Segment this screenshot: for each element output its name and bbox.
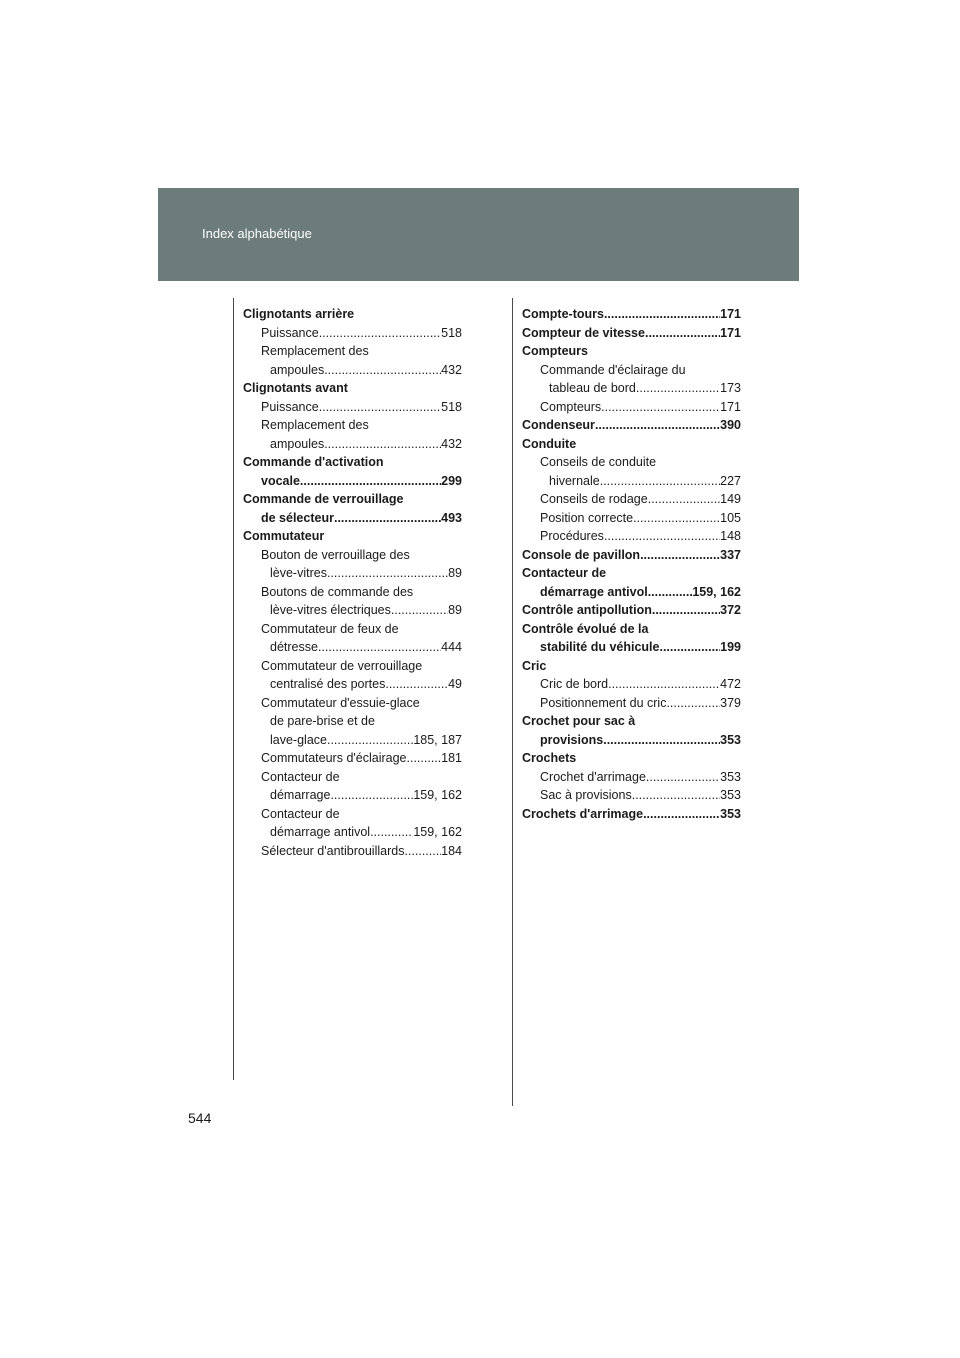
index-entry [243, 361, 462, 380]
index-entry [522, 546, 741, 565]
dot-leader [608, 675, 720, 694]
dot-leader [318, 638, 441, 657]
dot-leader [659, 638, 720, 657]
index-column-right [522, 305, 741, 823]
index-entry-label: démarrage [270, 788, 331, 802]
index-entry-label: tableau de bord [549, 381, 636, 395]
dot-leader [391, 601, 448, 620]
index-entry-label: Console de pavillon [522, 547, 641, 562]
dot-leader [601, 398, 720, 417]
index-entry-page: 518 [441, 399, 462, 414]
index-entry-label: Conseils de conduite [540, 455, 657, 469]
index-entry-page: 181 [441, 751, 462, 765]
dot-leader [330, 786, 413, 805]
left-column-rule [233, 298, 234, 1080]
index-entry [243, 546, 462, 565]
index-entry [522, 398, 741, 417]
index-entry [243, 805, 462, 824]
index-entry [522, 712, 741, 731]
index-entry-label: Commande d'activation [243, 455, 384, 469]
index-entry-label: Crochet pour sac à [522, 714, 636, 728]
index-entry-page: 185, 187 [413, 732, 462, 747]
index-entry-label: Conduite [522, 436, 577, 451]
index-entry [243, 472, 462, 491]
index-entry [243, 823, 462, 842]
index-entry-label: Conseils de rodage [540, 492, 648, 506]
index-entry-page: 159, 162 [692, 584, 741, 599]
index-entry-page: 372 [720, 603, 741, 617]
index-entry-label: Cric [522, 658, 547, 673]
index-entry-label: stabilité du véhicule [540, 640, 660, 654]
index-entry [522, 472, 741, 491]
index-entry [243, 324, 462, 343]
dot-leader [300, 472, 441, 491]
dot-leader [604, 527, 720, 546]
index-entry-label: Crochets d'arrimage [522, 806, 644, 821]
dot-leader [645, 324, 720, 343]
index-entry [243, 342, 462, 361]
index-entry-label: Sac à provisions [540, 788, 632, 802]
dot-leader [604, 305, 720, 324]
index-entry-page: 171 [720, 307, 741, 321]
index-entry-label: Cric de bord [540, 677, 609, 691]
dot-leader [324, 435, 441, 454]
index-entry-page: 299 [441, 473, 462, 488]
index-entry-page: 493 [441, 510, 462, 525]
dot-leader [600, 472, 720, 491]
index-entry [243, 657, 462, 676]
dot-leader [636, 379, 720, 398]
index-entry-page: 148 [720, 529, 741, 543]
dot-leader [327, 731, 413, 750]
index-entry-label: Commutateur de verrouillage [261, 658, 423, 673]
index-entry [243, 305, 462, 324]
index-entry-label: Contacteur de [522, 566, 607, 580]
index-entry [522, 305, 741, 324]
index-entry-page: 353 [720, 788, 741, 802]
index-entry-page: 105 [720, 510, 741, 525]
index-entry [243, 398, 462, 417]
index-entry-label: de pare-brise et de [270, 714, 375, 728]
index-entry [522, 805, 741, 824]
dot-leader [666, 694, 720, 713]
index-entry [243, 620, 462, 639]
index-entry [243, 416, 462, 435]
dot-leader [327, 564, 448, 583]
index-entry-label: Compteurs [540, 399, 602, 414]
index-entry-label: Contrôle évolué de la [522, 621, 649, 636]
index-entry-label: Condenseur [522, 418, 595, 432]
index-entry [522, 324, 741, 343]
index-entry-page: 89 [448, 566, 462, 580]
header-band [158, 188, 799, 281]
dot-leader [404, 842, 441, 861]
index-entry-label: Position correcte [540, 510, 634, 525]
dot-leader [603, 731, 720, 750]
dot-leader [646, 768, 720, 787]
index-entry-page: 432 [441, 436, 462, 451]
index-entry [243, 786, 462, 805]
index-entry [522, 620, 741, 639]
index-entry-label: ampoules [270, 362, 325, 377]
index-entry [243, 379, 462, 398]
dot-leader [407, 749, 442, 768]
index-entry-label: provisions [540, 732, 604, 747]
index-entry-label: lève-vitres [270, 566, 327, 580]
index-entry-label: Contacteur de [261, 806, 340, 821]
index-entry-page: 89 [448, 603, 462, 617]
dot-leader [643, 805, 720, 824]
index-entry-label: Bouton de verrouillage des [261, 547, 410, 562]
index-entry [522, 657, 741, 676]
index-entry-label: Commande de verrouillage [243, 492, 404, 506]
index-entry [243, 694, 462, 713]
dot-leader [319, 398, 441, 417]
index-entry [522, 453, 741, 472]
index-entry-label: Boutons de commande des [261, 584, 414, 599]
index-entry-label: centralisé des portes [270, 677, 386, 691]
index-entry [243, 583, 462, 602]
index-entry-label: démarrage antivol [540, 584, 648, 599]
index-entry [243, 509, 462, 528]
dot-leader [652, 601, 720, 620]
index-entry-label: Puissance [261, 325, 319, 340]
index-entry-label: Positionnement du cric [540, 695, 667, 710]
index-column-left [243, 305, 462, 860]
index-entry-label: Clignotants avant [243, 381, 348, 395]
index-entry-page: 518 [441, 325, 462, 340]
index-entry [522, 490, 741, 509]
index-entry-label: vocale [261, 473, 300, 488]
index-entry-label: Crochet d'arrimage [540, 769, 646, 784]
index-entry-page: 472 [720, 677, 741, 691]
dot-leader [324, 361, 441, 380]
index-entry [522, 564, 741, 583]
index-entry-page: 171 [720, 399, 741, 414]
index-entry-label: Contacteur de [261, 769, 340, 784]
index-entry-page: 184 [441, 843, 462, 858]
index-entry-label: détresse [270, 640, 318, 654]
index-entry [522, 416, 741, 435]
index-entry-page: 199 [720, 640, 741, 654]
index-entry-label: Contrôle antipollution [522, 603, 652, 617]
index-entry-page: 432 [441, 362, 462, 377]
index-entry [243, 564, 462, 583]
index-entry [522, 379, 741, 398]
dot-leader [648, 583, 693, 602]
index-entry [522, 527, 741, 546]
index-entry [243, 749, 462, 768]
dot-leader [385, 675, 448, 694]
index-entry-page: 159, 162 [413, 788, 462, 802]
index-entry-page: 353 [720, 806, 741, 821]
index-entry [522, 601, 741, 620]
index-entry-label: Commutateur de feux de [261, 621, 399, 636]
index-entry [522, 731, 741, 750]
index-entry-page: 353 [720, 769, 741, 784]
index-entry [522, 342, 741, 361]
dot-leader [319, 324, 441, 343]
index-entry [243, 768, 462, 787]
index-entry [522, 509, 741, 528]
index-entry [522, 675, 741, 694]
dot-leader [640, 546, 720, 565]
index-entry-label: Compte-tours [522, 307, 604, 321]
index-entry-label: Commutateur [243, 529, 325, 543]
page-number: 544 [188, 1110, 212, 1126]
index-entry-label: hivernale [549, 473, 600, 488]
index-entry [522, 638, 741, 657]
index-entry [243, 527, 462, 546]
index-entry [522, 583, 741, 602]
dot-leader [633, 509, 720, 528]
dot-leader [632, 786, 720, 805]
index-entry [243, 453, 462, 472]
index-entry-label: Crochets [522, 751, 577, 765]
index-entry-label: lève-vitres électriques [270, 603, 391, 617]
index-entry-label: de sélecteur [261, 510, 334, 525]
center-column-rule [512, 298, 513, 1106]
index-entry-page: 390 [720, 418, 741, 432]
dot-leader [334, 509, 441, 528]
index-entry-page: 49 [448, 677, 462, 691]
index-entry-page: 171 [720, 325, 741, 340]
index-entry [522, 361, 741, 380]
index-entry [243, 638, 462, 657]
index-entry-label: Compteurs [522, 344, 588, 358]
index-entry-label: Commutateurs d'éclairage [261, 751, 407, 765]
index-entry-page: 227 [720, 473, 741, 488]
index-entry [522, 694, 741, 713]
index-entry [522, 435, 741, 454]
index-entry-label: Commutateur d'essuie-glace [261, 695, 420, 710]
dot-leader [595, 416, 720, 435]
index-entry-page: 337 [720, 547, 741, 562]
index-entry [243, 490, 462, 509]
index-entry-page: 173 [720, 381, 741, 395]
index-entry [243, 712, 462, 731]
index-entry-label: Sélecteur d'antibrouillards [261, 843, 405, 858]
index-entry [243, 675, 462, 694]
index-entry-label: Compteur de vitesse [522, 325, 645, 340]
index-entry-label: Remplacement des [261, 344, 369, 358]
index-entry-label: Clignotants arrière [243, 307, 355, 321]
index-entry-page: 149 [720, 492, 741, 506]
index-entry [522, 786, 741, 805]
dot-leader [648, 490, 720, 509]
index-entry-label: ampoules [270, 436, 325, 451]
index-entry-page: 444 [441, 640, 462, 654]
index-entry [243, 731, 462, 750]
index-entry-label: Puissance [261, 399, 319, 414]
index-entry [243, 601, 462, 620]
dot-leader [370, 823, 413, 842]
index-entry [243, 842, 462, 861]
index-entry [243, 435, 462, 454]
index-entry [522, 749, 741, 768]
index-entry-page: 159, 162 [413, 825, 462, 839]
index-entry-page: 353 [720, 732, 741, 747]
index-entry-page: 379 [720, 695, 741, 710]
index-entry-label: Remplacement des [261, 418, 369, 432]
section-title: Index alphabétique [202, 226, 312, 241]
index-entry-label: Procédures [540, 529, 604, 543]
index-entry-label: lave-glace [270, 732, 327, 747]
index-entry-label: Commande d'éclairage du [540, 362, 686, 377]
index-entry-label: démarrage antivol [270, 825, 371, 839]
index-entry [522, 768, 741, 787]
